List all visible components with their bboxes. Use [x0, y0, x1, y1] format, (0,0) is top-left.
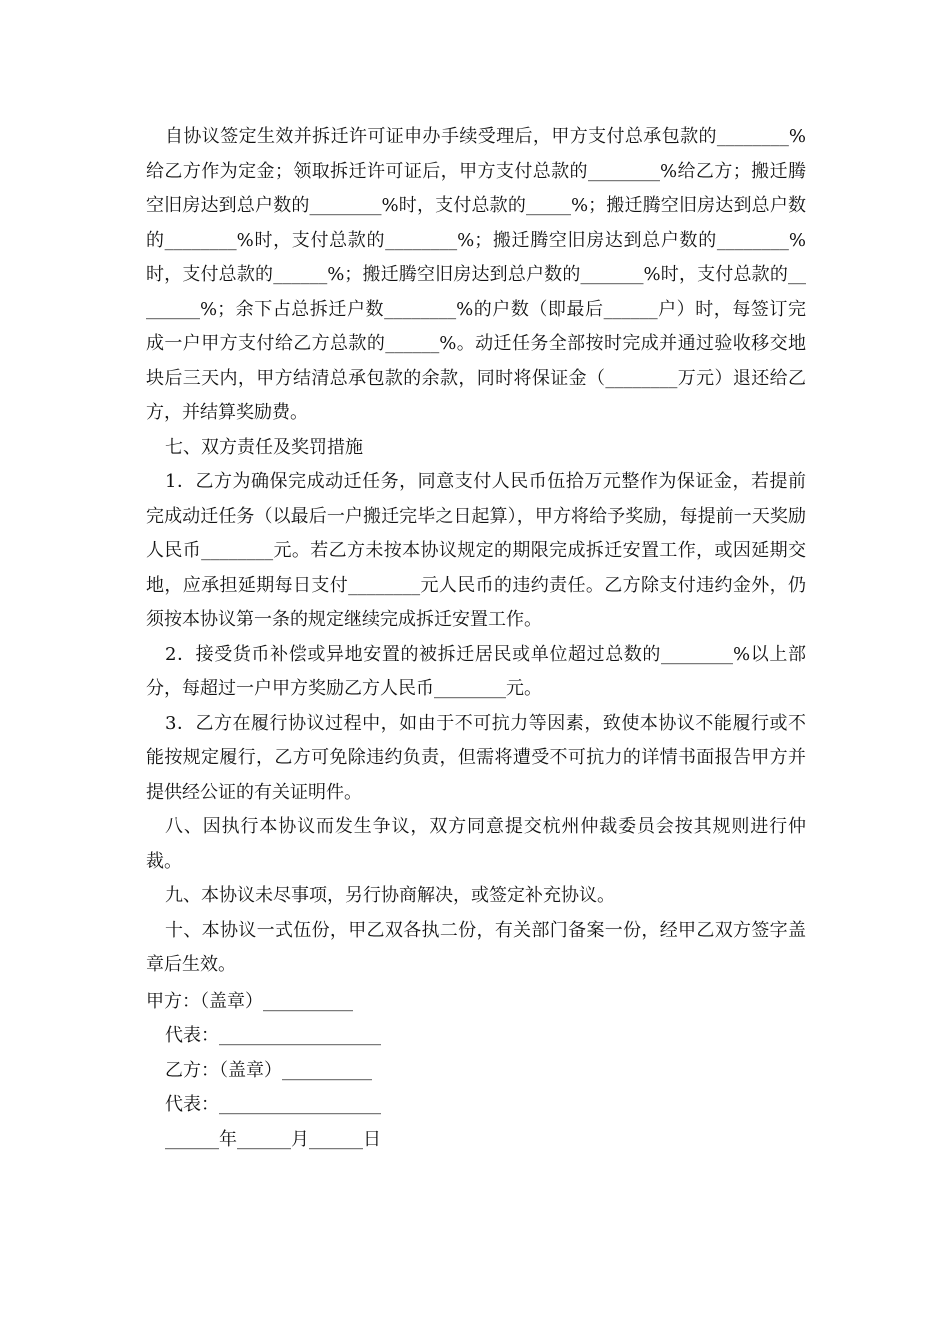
party-b-representative: 代表：__________________: [165, 1094, 381, 1115]
party-a-seal: 甲方：（盖章）__________: [146, 990, 353, 1012]
clause-1-deposit-reward: 1．乙方为确保完成动迁任务，同意支付人民币伍拾万元整作为保证金，若提前完成动迁任务（以最后一户搬迁完毕之日起算），甲方将给予奖励，每提前一天奖励人民币________元。若乙方未按本协议规定的期限完成拆迁安置工作，或因延期交地，应承担延期每日支付________元人民币的违约责任。乙方除支付违约金外，仍须按本协议第一条的规定继续完成拆迁安置工作。: [146, 471, 806, 630]
document-page: [146, 120, 806, 1157]
signing-date: ______年______月______日: [165, 1128, 381, 1150]
section-dispute-arbitration: 八、因执行本协议而发生争议，双方同意提交杭州仲裁委员会按其规则进行仲裁。: [146, 816, 806, 872]
party-b-seal: 乙方：（盖章）__________: [165, 1059, 372, 1081]
section-copies-effect: 十、本协议一式伍份，甲乙双各执二份，有关部门备案一份，经甲乙双方签字盖章后生效。: [146, 919, 806, 975]
clause-3-force-majeure: 3．乙方在履行协议过程中，如由于不可抗力等因素，致使本协议不能履行或不能按规定履行，乙方可免除违约负责，但需将遭受不可抗力的详情书面报告甲方并提供经公证的有关证明件。: [146, 712, 806, 803]
section-heading-responsibilities: 七、双方责任及奖罚措施: [165, 436, 363, 458]
paragraph-payment-terms: 自协议签定生效并拆迁许可证申办手续受理后，甲方支付总承包款的________%给乙方作为定金；领取拆迁许可证后，甲方支付总款的________%给乙方；搬迁腾空旧房达到总户数的________%时，支付总款的_____%；搬迁腾空旧房达到总户数的________%时，支付总款的________%；搬迁腾空旧房达到总户数的________%时，支付总款的______%；搬迁腾空旧房达到总户数的_______%时，支付总款的________%；余下占总拆迁户数________%的户数（即最后______户）时，每签订完成一户甲方支付给乙方总款的______%。动迁任务全部按时完成并通过验收移交地块后三天内，甲方结清总承包款的余款，同时将保证金（________万元）退还给乙方，并结算奖励费。: [146, 126, 806, 423]
section-supplementary: 九、本协议未尽事项，另行协商解决，或签定补充协议。: [165, 885, 615, 906]
signature-block: [146, 985, 806, 1158]
clause-2-compensation: 2．接受货币补偿或异地安置的被拆迁居民或单位超过总数的________%以上部分，每超过一户甲方奖励乙方人民币________元。: [146, 643, 806, 699]
party-a-representative: 代表：__________________: [165, 1025, 381, 1046]
